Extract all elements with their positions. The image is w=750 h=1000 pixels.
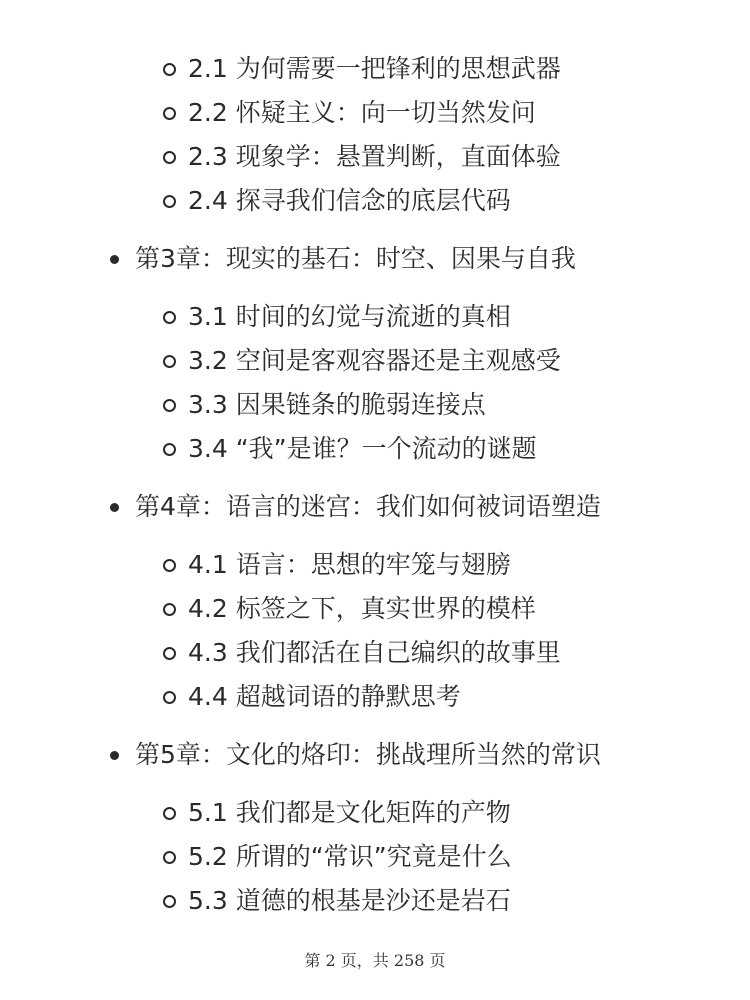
section-title: 2.1 为何需要一把锋利的思想武器 — [188, 54, 561, 83]
toc-section-item — [0, 835, 750, 879]
section-title: 3.1 时间的幻觉与流逝的真相 — [188, 302, 511, 331]
section-title: 4.2 标签之下，真实世界的模样 — [188, 594, 536, 623]
chapter-title: 第5章：文化的烙印：挑战理所当然的常识 — [135, 740, 601, 769]
page-number-footer: 第 2 页，共 258 页 — [304, 951, 446, 970]
toc-chapter-item — [0, 485, 750, 529]
section-title: 5.3 道德的根基是沙还是岩石 — [188, 886, 511, 915]
chapter-title: 第3章：现实的基石：时空、因果与自我 — [135, 244, 576, 273]
toc-section-item — [0, 135, 750, 179]
toc-chapter-item — [0, 733, 750, 777]
section-title: 3.3 因果链条的脆弱连接点 — [188, 390, 486, 419]
toc-section-item — [0, 543, 750, 587]
toc-section-item — [0, 879, 750, 923]
toc-section-item — [0, 295, 750, 339]
section-title: 3.4 “我”是谁？一个流动的谜题 — [188, 434, 537, 463]
section-title: 2.3 现象学：悬置判断，直面体验 — [188, 142, 561, 171]
toc-section-item — [0, 791, 750, 835]
toc-section-item — [0, 47, 750, 91]
toc-section-item — [0, 179, 750, 223]
toc-section-item — [0, 675, 750, 719]
toc-chapter-item — [0, 237, 750, 281]
table-of-contents — [0, 47, 750, 923]
section-title: 4.4 超越词语的静默思考 — [188, 682, 461, 711]
toc-section-item — [0, 427, 750, 471]
section-title: 4.1 语言：思想的牢笼与翅膀 — [188, 550, 511, 579]
section-title: 2.4 探寻我们信念的底层代码 — [188, 186, 511, 215]
toc-section-item — [0, 339, 750, 383]
section-title: 3.2 空间是客观容器还是主观感受 — [188, 346, 561, 375]
section-title: 4.3 我们都活在自己编织的故事里 — [188, 638, 561, 667]
toc-section-item — [0, 383, 750, 427]
section-title: 2.2 怀疑主义：向一切当然发问 — [188, 98, 536, 127]
section-title: 5.1 我们都是文化矩阵的产物 — [188, 798, 511, 827]
section-title: 5.2 所谓的“常识”究竟是什么 — [188, 842, 512, 871]
toc-section-item — [0, 631, 750, 675]
toc-section-item — [0, 587, 750, 631]
chapter-title: 第4章：语言的迷宫：我们如何被词语塑造 — [135, 492, 601, 521]
toc-section-item — [0, 91, 750, 135]
